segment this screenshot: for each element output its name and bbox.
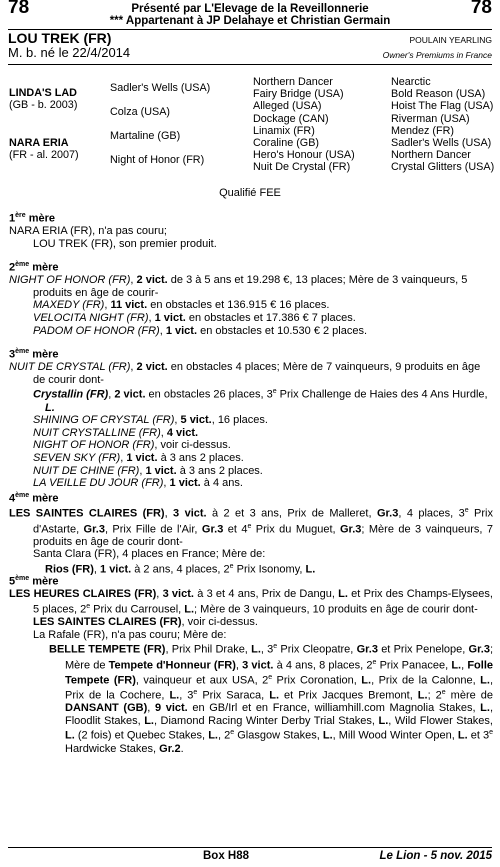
section-title: 5ème mère bbox=[9, 575, 59, 588]
gen3-item: Nuit De Crystal (FR) bbox=[253, 161, 351, 174]
sire-detail: (GB - b. 2003) bbox=[9, 99, 78, 112]
family-paragraph: NUIT DE CRYSTAL (FR), 2 vict. en obstacles 4 places; Mère de 7 vainqueurs, 9 produits en âge de courir dont- bbox=[9, 361, 481, 386]
sale-place-date: Le Lion - 5 nov. 2015 bbox=[379, 850, 492, 862]
gen4-column bbox=[391, 76, 494, 174]
family-line: Santa Clara (FR), 4 places en France; Mère de: bbox=[33, 548, 266, 561]
family-paragraph: BELLE TEMPETE (FR), Prix Phil Drake, L., 3e Prix Cleopatre, Gr.3 et Prix Penelope, Gr.3; Mère de Tempete d'Honneur (FR), 3 vict. à 4 ans, 8 places, 2e Prix Panacee, L., Folle Tempete (FR), vainqueur et aux USA, 2e Prix Coronation, L., Prix de la Calonne, L., Prix de la Cochere, L., 3e Prix Saraca, L. et Prix Jacques Bremont, L.; 2e mère de DANSANT (GB), 9 vict. en GB/Irl et en France, williamhill.com Magnolia Stakes, L., Floodlit Stakes, L., Diamond Racing Winter Derby Trial Stakes, L., Wild Flower Stakes, L. (2 fois) et Quebec Stakes, L., 2e Glasgow Stakes, L., Mill Wood Winter Open, L. et 3e Hardwicke Stakes, Gr.2. bbox=[49, 643, 493, 755]
header-rule-bottom bbox=[8, 64, 492, 65]
qualification: Qualifié FEE bbox=[219, 187, 281, 199]
family-line: PADOM OF HONOR (FR), 1 vict. en obstacles et 10.530 € 2 places. bbox=[33, 324, 368, 337]
premium-note: Owner's Premiums in France bbox=[382, 50, 492, 60]
sire-name: LINDA'S LAD bbox=[9, 87, 77, 99]
family-line: LES SAINTES CLAIRES (FR), voir ci-dessus. bbox=[33, 616, 258, 629]
gen3-item: Fairy Bridge (USA) bbox=[253, 88, 344, 101]
gen2-item: Martaline (GB) bbox=[110, 130, 181, 142]
family-line: NIGHT OF HONOR (FR), voir ci-dessus. bbox=[33, 439, 231, 452]
family-paragraph: LES SAINTES CLAIRES (FR), 3 vict. à 2 et 3 ans, Prix de Malleret, Gr.3, 4 places, 3e Prix d'Astarte, Gr.3, Prix Fille de l'Air, Gr.3 et 4e Prix du Muguet, Gr.3; Mère de 3 vainqueurs, 7 produits en âge de courir dont- bbox=[9, 507, 493, 548]
lot-number-right: 78 bbox=[470, 0, 492, 18]
section-second-dam bbox=[9, 259, 493, 337]
family-line: LOU TREK (FR), son premier produit. bbox=[33, 237, 217, 250]
gen3-item: Northern Dancer bbox=[253, 76, 333, 88]
family-line: La Rafale (FR), n'a pas couru; Mère de: bbox=[33, 628, 227, 641]
gen4-item: Crystal Glitters (USA) bbox=[391, 161, 495, 174]
family-line: NARA ERIA (FR), n'a pas couru; bbox=[9, 225, 167, 238]
gen3-item: Dockage (CAN) bbox=[253, 112, 329, 125]
family-line: Rios (FR), 1 vict. à 2 ans, 4 places, 2e Prix Isonomy, L. bbox=[45, 562, 316, 576]
gen4-item: Bold Reason (USA) bbox=[391, 88, 486, 101]
gen4-item: Riverman (USA) bbox=[391, 112, 470, 125]
presented-by: Présenté par L'Elevage de la Reveillonnerie bbox=[131, 3, 369, 15]
family-paragraph: Crystallin (FR), 2 vict. en obstacles 26 places, 3e Prix Challenge de Haies des 4 Ans Hurdle, L. bbox=[33, 388, 488, 414]
owned-by: *** Appartenant à JP Delahaye et Christian Germain bbox=[109, 15, 391, 27]
section-third-dam bbox=[9, 346, 493, 490]
dam-detail: (FR - al. 2007) bbox=[9, 149, 79, 162]
family-line: NUIT CRYSTALLINE (FR), 4 vict. bbox=[33, 426, 199, 439]
gen3-column bbox=[253, 76, 355, 174]
section-fourth-dam bbox=[9, 490, 493, 576]
family-line: VELOCITA NIGHT (FR), 1 vict. en obstacles et 17.386 € 7 places. bbox=[33, 312, 356, 325]
dam-name: NARA ERIA bbox=[9, 137, 69, 149]
gen4-item: Mendez (FR) bbox=[391, 124, 454, 137]
family-line: SHINING OF CRYSTAL (FR), 5 vict., 16 places. bbox=[33, 414, 268, 427]
pedigree-dam bbox=[9, 137, 79, 161]
section-fifth-dam bbox=[9, 573, 493, 755]
section-first-dam bbox=[9, 210, 493, 250]
family-line: MAXEDY (FR), 11 vict. en obstacles et 136.915 € 16 places. bbox=[33, 299, 330, 312]
presenter-block bbox=[80, 3, 420, 27]
horse-name: LOU TREK (FR) bbox=[8, 30, 112, 46]
lot-number-left: 78 bbox=[8, 0, 30, 18]
gen4-item: Northern Dancer bbox=[391, 149, 471, 162]
gen4-item: Sadler's Wells (USA) bbox=[391, 137, 492, 150]
gen2-item: Colza (USA) bbox=[110, 106, 170, 118]
family-line: NUIT DE CHINE (FR), 1 vict. à 3 ans 2 places. bbox=[33, 464, 263, 477]
box-number: Box H88 bbox=[203, 850, 250, 862]
gen3-item: Hero's Honour (USA) bbox=[253, 149, 355, 162]
section-title: 1ère mère bbox=[9, 212, 55, 225]
section-title: 2ème mère bbox=[9, 261, 59, 274]
gen4-item: Nearctic bbox=[391, 76, 431, 88]
category: POULAIN YEARLING bbox=[409, 35, 492, 45]
footer-rule bbox=[8, 847, 492, 848]
pedigree-sire bbox=[9, 87, 77, 111]
family-paragraph: LES HEURES CLAIRES (FR), 3 vict. à 3 et 4 ans, Prix de Dangu, L. et Prix des Champs-Elysees, 5 places, 2e Prix du Carrousel, L.; Mère de 3 vainqueurs, 10 produits en âge de courir dont- bbox=[9, 588, 493, 616]
family-line: LA VEILLE DU JOUR (FR), 1 vict. à 4 ans. bbox=[33, 477, 243, 490]
family-paragraph: NIGHT OF HONOR (FR), 2 vict. de 3 à 5 ans et 19.298 €, 13 places; Mère de 3 vainqueurs, 5 produits en âge de courir- bbox=[9, 274, 468, 299]
gen3-item: Alleged (USA) bbox=[253, 100, 322, 113]
horse-birth: M. b. né le 22/4/2014 bbox=[8, 45, 131, 60]
family-line: SEVEN SKY (FR), 1 vict. à 3 ans 2 places. bbox=[33, 452, 244, 465]
gen3-item: Linamix (FR) bbox=[253, 124, 315, 137]
gen3-item: Coraline (GB) bbox=[253, 137, 319, 150]
section-title: 3ème mère bbox=[9, 348, 59, 361]
section-title: 4ème mère bbox=[9, 492, 59, 505]
gen4-item: Hoist The Flag (USA) bbox=[391, 100, 494, 113]
gen2-item: Night of Honor (FR) bbox=[110, 154, 205, 166]
gen2-item: Sadler's Wells (USA) bbox=[110, 82, 211, 94]
